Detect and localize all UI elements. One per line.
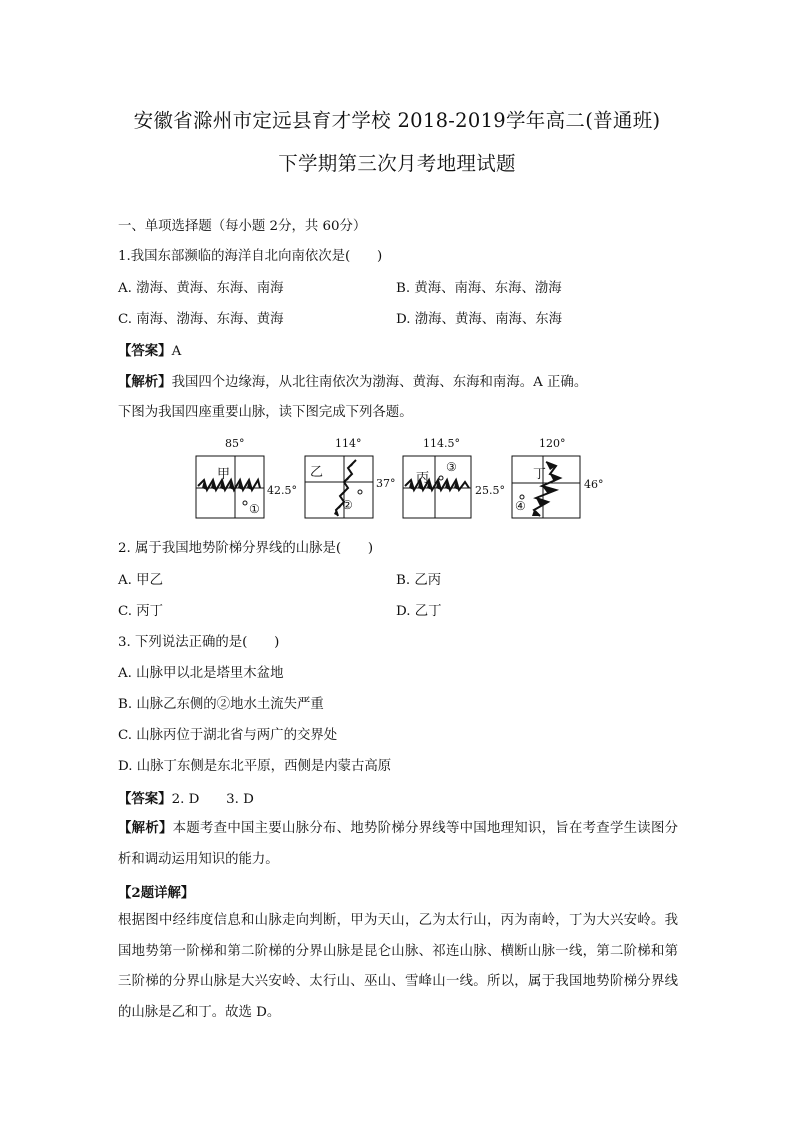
section-heading: 一、单项选择题（每小题 2分，共 60分） xyxy=(118,219,367,234)
q3-option-b: B. 山脉乙东侧的②地水土流失严重 xyxy=(118,697,324,712)
mountain-ranges-figure xyxy=(190,436,620,524)
panel-yi-side-label: 37° xyxy=(376,477,396,490)
q1-option-b: B. 黄海、南海、东海、渤海 xyxy=(396,281,562,296)
answer-label: 【答案】 xyxy=(118,343,172,359)
panel-bing-top-label: 114.5° xyxy=(423,437,460,450)
panel-yi-name: 乙 xyxy=(310,465,324,480)
panel-yi-top-label: 114° xyxy=(335,437,362,450)
answer-label: 【答案】 xyxy=(118,791,172,807)
panel-ding-marker: ④ xyxy=(515,499,526,513)
q1-option-c: C. 南海、渤海、东海、黄海 xyxy=(118,312,284,327)
q1-stem: 1.我国东部濒临的海洋自北向南依次是( ) xyxy=(118,249,383,264)
q2-option-c: C. 丙丁 xyxy=(118,604,164,619)
analysis-2-3 xyxy=(118,813,678,875)
answers-2-3 xyxy=(118,790,254,809)
q1-analysis-text: 我国四个边缘海，从北往南依次为渤海、黄海、东海和南海。A 正确。 xyxy=(171,375,588,390)
q1-analysis xyxy=(118,373,587,392)
point-symbol xyxy=(439,476,443,480)
q2-option-d: D. 乙丁 xyxy=(396,604,442,619)
q2-stem: 2. 属于我国地势阶梯分界线的山脉是( ) xyxy=(118,541,374,556)
q3-option-d: D. 山脉丁东侧是东北平原，西侧是内蒙古高原 xyxy=(118,759,392,774)
figure-intro: 下图为我国四座重要山脉，读下图完成下列各题。 xyxy=(118,405,413,420)
panel-ding-top-label: 120° xyxy=(539,437,566,450)
q2-option-b: B. 乙丙 xyxy=(396,573,442,588)
q1-option-d: D. 渤海、黄海、南海、东海 xyxy=(396,312,563,327)
analysis-label: 【解析】 xyxy=(118,374,172,390)
panel-bing-marker: ③ xyxy=(446,460,457,474)
panel-ding-name: 丁 xyxy=(533,467,547,482)
q3-option-a: A. 山脉甲以北是塔里木盆地 xyxy=(118,666,284,681)
point-symbol xyxy=(358,490,362,494)
panel-bing-name: 丙 xyxy=(416,471,430,486)
panel-yi-marker: ② xyxy=(342,498,353,512)
analysis-label: 【解析】 xyxy=(118,820,173,836)
panel-jia xyxy=(196,437,297,518)
q3-stem: 3. 下列说法正确的是( ) xyxy=(118,635,280,650)
q1-answer-value: A xyxy=(171,344,182,359)
q1-answer xyxy=(118,342,181,361)
detail-2-heading: 【2题详解】 xyxy=(118,885,195,901)
panel-jia-marker: ① xyxy=(249,502,260,516)
q3-option-c: C. 山脉丙位于湖北省与两广的交界处 xyxy=(118,728,338,743)
detail-2-text: 根据图中经纬度信息和山脉走向判断，甲为天山，乙为太行山，丙为南岭，丁为大兴安岭。我国地势第一阶梯和第二阶梯的分界山脉是昆仑山脉、祁连山脉、横断山脉一线，第二阶梯和第三阶梯的分界山脉是大兴安岭、太行山、巫山、雪峰山一线。所以，属于我国地势阶梯分界线的山脉是乙和丁。故选 D。 xyxy=(118,913,678,1020)
answers-2-3-value: 2. D 3. D xyxy=(171,792,254,807)
panel-bing xyxy=(403,437,505,518)
q2-option-a: A. 甲乙 xyxy=(118,573,163,588)
panel-ding-side-label: 46° xyxy=(584,478,604,491)
panel-ding xyxy=(512,437,604,518)
panel-jia-side-label: 42.5° xyxy=(267,484,297,497)
panel-yi xyxy=(305,437,396,518)
panel-bing-side-label: 25.5° xyxy=(475,484,505,497)
analysis-2-3-text: 本题考查中国主要山脉分布、地势阶梯分界线等中国地理知识，旨在考查学生读图分析和调动运用知识的能力。 xyxy=(118,821,679,867)
panel-jia-name: 甲 xyxy=(217,467,231,482)
q1-option-a: A. 渤海、黄海、东海、南海 xyxy=(118,281,284,296)
document-title-line2: 下学期第三次月考地理试题 xyxy=(278,152,516,175)
panel-jia-top-label: 85° xyxy=(225,437,245,450)
point-symbol xyxy=(243,501,247,505)
document-title-line1: 安徽省滁州市定远县育才学校 2018-2019学年高二(普通班) xyxy=(133,109,661,132)
